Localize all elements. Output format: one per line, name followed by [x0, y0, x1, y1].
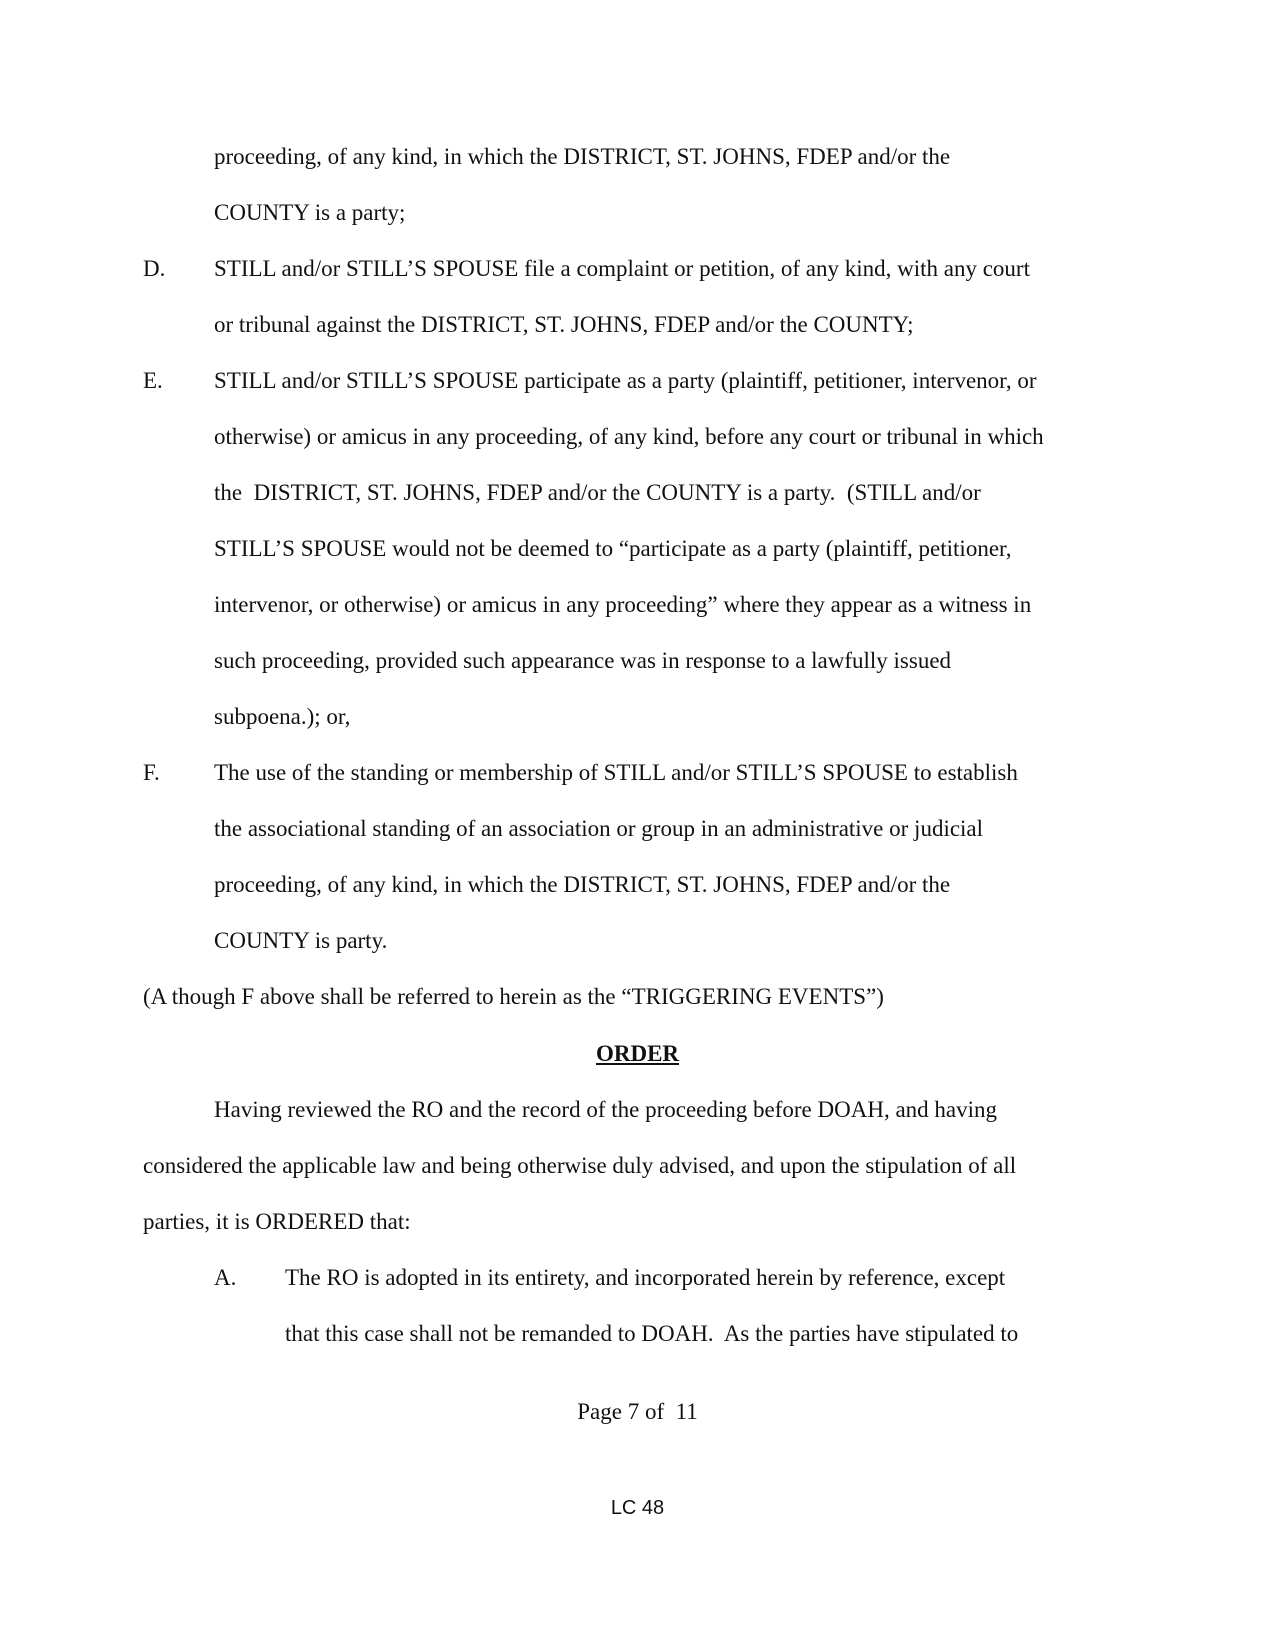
- item-d-line: STILL and/or STILL’S SPOUSE file a complaint or petition, of any kind, with any court: [214, 256, 1030, 281]
- order-paragraph-line: considered the applicable law and being otherwise duly advised, and upon the stipulation of all: [143, 1153, 1017, 1178]
- item-e-line: STILL’S SPOUSE would not be deemed to “participate as a party (plaintiff, petitioner,: [214, 536, 1012, 561]
- triggering-events-note: (A though F above shall be referred to herein as the “TRIGGERING EVENTS”): [143, 984, 884, 1009]
- order-paragraph-line: Having reviewed the RO and the record of the proceeding before DOAH, and having: [214, 1097, 997, 1122]
- page-number: Page 7 of 11: [577, 1399, 698, 1424]
- item-f-line: proceeding, of any kind, in which the DISTRICT, ST. JOHNS, FDEP and/or the: [214, 872, 951, 897]
- item-d-line: or tribunal against the DISTRICT, ST. JOHNS, FDEP and/or the COUNTY;: [214, 312, 914, 337]
- item-e-line: subpoena.); or,: [214, 704, 351, 729]
- order-heading-text: ORDER: [595, 1041, 680, 1066]
- order-item-a-line: that this case shall not be remanded to DOAH. As the parties have stipulated to: [285, 1321, 1019, 1346]
- item-e-line: such proceeding, provided such appearance was in response to a lawfully issued: [214, 648, 952, 673]
- item-e-line: STILL and/or STILL’S SPOUSE participate as a party (plaintiff, petitioner, intervenor, or: [214, 368, 1037, 393]
- item-f-line: The use of the standing or membership of STILL and/or STILL’S SPOUSE to establish: [214, 760, 1018, 785]
- continuation-line: proceeding, of any kind, in which the DISTRICT, ST. JOHNS, FDEP and/or the: [214, 144, 951, 169]
- continuation-line: COUNTY is a party;: [214, 200, 406, 225]
- item-label-e: E.: [143, 368, 163, 393]
- item-label-d: D.: [143, 256, 166, 281]
- item-e-line: the DISTRICT, ST. JOHNS, FDEP and/or the COUNTY is a party. (STILL and/or: [214, 480, 981, 505]
- item-e-line: intervenor, or otherwise) or amicus in any proceeding” where they appear as a witness in: [214, 592, 1032, 617]
- order-paragraph-line: parties, it is ORDERED that:: [143, 1209, 411, 1234]
- order-heading: [0, 1040, 1275, 1068]
- order-item-a-line: The RO is adopted in its entirety, and incorporated herein by reference, except: [285, 1265, 1006, 1290]
- footer-code: LC 48: [610, 1497, 665, 1519]
- item-label-f: F.: [143, 760, 160, 785]
- item-f-line: the associational standing of an association or group in an administrative or judicial: [214, 816, 984, 841]
- item-f-line: COUNTY is party.: [214, 928, 388, 953]
- order-item-label-a: A.: [214, 1265, 237, 1290]
- item-e-line: otherwise) or amicus in any proceeding, of any kind, before any court or tribunal in which: [214, 424, 1044, 449]
